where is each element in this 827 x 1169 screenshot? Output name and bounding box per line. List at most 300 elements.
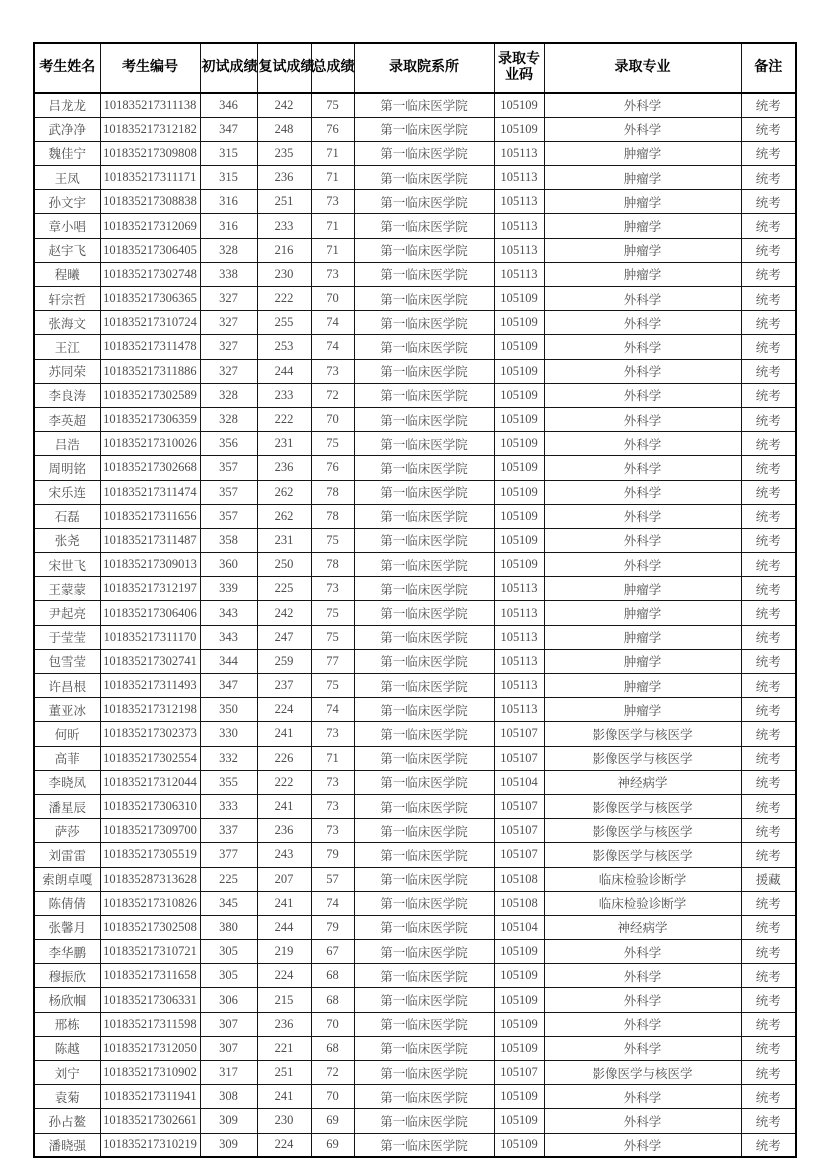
cell-name: 周明铭 <box>34 456 100 480</box>
cell-department: 第一临床医学院 <box>354 335 494 359</box>
cell-id: 101835217311487 <box>100 528 200 552</box>
cell-note: 统考 <box>741 504 796 528</box>
cell-note: 统考 <box>741 383 796 407</box>
cell-name: 宋世飞 <box>34 553 100 577</box>
table-row <box>34 988 796 1012</box>
table-header <box>34 43 796 93</box>
cell-total_score: 75 <box>311 93 354 117</box>
cell-retest_score: 231 <box>257 432 311 456</box>
cell-major: 外科学 <box>544 117 741 141</box>
cell-initial_score: 357 <box>200 456 257 480</box>
cell-initial_score: 360 <box>200 553 257 577</box>
cell-major: 外科学 <box>544 504 741 528</box>
cell-department: 第一临床医学院 <box>354 988 494 1012</box>
cell-major: 外科学 <box>544 359 741 383</box>
cell-retest_score: 237 <box>257 674 311 698</box>
cell-total_score: 68 <box>311 1036 354 1060</box>
cell-department: 第一临床医学院 <box>354 964 494 988</box>
cell-department: 第一临床医学院 <box>354 117 494 141</box>
cell-department: 第一临床医学院 <box>354 1061 494 1085</box>
cell-major_code: 105109 <box>494 432 544 456</box>
cell-total_score: 75 <box>311 674 354 698</box>
cell-major: 影像医学与核医学 <box>544 794 741 818</box>
cell-name: 武净净 <box>34 117 100 141</box>
cell-total_score: 74 <box>311 891 354 915</box>
cell-major_code: 105104 <box>494 915 544 939</box>
table-row <box>34 940 796 964</box>
cell-name: 魏佳宁 <box>34 141 100 165</box>
cell-id: 101835217312198 <box>100 698 200 722</box>
cell-total_score: 76 <box>311 456 354 480</box>
cell-department: 第一临床医学院 <box>354 577 494 601</box>
cell-initial_score: 307 <box>200 1012 257 1036</box>
cell-initial_score: 316 <box>200 190 257 214</box>
cell-department: 第一临床医学院 <box>354 214 494 238</box>
cell-major_code: 105113 <box>494 141 544 165</box>
cell-total_score: 74 <box>311 335 354 359</box>
cell-total_score: 78 <box>311 553 354 577</box>
cell-department: 第一临床医学院 <box>354 190 494 214</box>
cell-id: 101835217309808 <box>100 141 200 165</box>
cell-note: 统考 <box>741 480 796 504</box>
column-header-id: 考生编号 <box>100 43 200 93</box>
cell-major: 肿瘤学 <box>544 141 741 165</box>
cell-name: 袁菊 <box>34 1085 100 1109</box>
cell-retest_score: 247 <box>257 625 311 649</box>
cell-initial_score: 330 <box>200 722 257 746</box>
cell-major_code: 105113 <box>494 262 544 286</box>
cell-note: 统考 <box>741 141 796 165</box>
cell-retest_score: 226 <box>257 746 311 770</box>
cell-major: 外科学 <box>544 432 741 456</box>
cell-initial_score: 327 <box>200 311 257 335</box>
cell-major_code: 105107 <box>494 794 544 818</box>
table-row <box>34 214 796 238</box>
table-row <box>34 698 796 722</box>
cell-major_code: 105107 <box>494 746 544 770</box>
cell-note: 统考 <box>741 698 796 722</box>
cell-major: 肿瘤学 <box>544 625 741 649</box>
cell-name: 陈倩倩 <box>34 891 100 915</box>
cell-name: 程曦 <box>34 262 100 286</box>
cell-note: 统考 <box>741 93 796 117</box>
cell-department: 第一临床医学院 <box>354 262 494 286</box>
cell-department: 第一临床医学院 <box>354 794 494 818</box>
cell-major: 外科学 <box>544 988 741 1012</box>
cell-department: 第一临床医学院 <box>354 166 494 190</box>
cell-id: 101835217306365 <box>100 287 200 311</box>
cell-major_code: 105113 <box>494 625 544 649</box>
cell-retest_score: 248 <box>257 117 311 141</box>
cell-major_code: 105113 <box>494 214 544 238</box>
cell-name: 轩宗哲 <box>34 287 100 311</box>
cell-name: 潘晓强 <box>34 1133 100 1157</box>
cell-note: 统考 <box>741 843 796 867</box>
cell-initial_score: 308 <box>200 1085 257 1109</box>
cell-note: 统考 <box>741 746 796 770</box>
cell-initial_score: 225 <box>200 867 257 891</box>
cell-id: 101835217311656 <box>100 504 200 528</box>
cell-note: 统考 <box>741 819 796 843</box>
cell-name: 吕龙龙 <box>34 93 100 117</box>
cell-major_code: 105113 <box>494 238 544 262</box>
cell-major: 神经病学 <box>544 915 741 939</box>
cell-initial_score: 309 <box>200 1109 257 1133</box>
cell-major_code: 105108 <box>494 867 544 891</box>
cell-major: 肿瘤学 <box>544 214 741 238</box>
cell-major_code: 105107 <box>494 1061 544 1085</box>
cell-major: 外科学 <box>544 1133 741 1157</box>
cell-major: 肿瘤学 <box>544 262 741 286</box>
cell-total_score: 73 <box>311 770 354 794</box>
cell-major: 临床检验诊断学 <box>544 891 741 915</box>
cell-id: 101835217302589 <box>100 383 200 407</box>
table-row <box>34 262 796 286</box>
cell-total_score: 74 <box>311 311 354 335</box>
cell-department: 第一临床医学院 <box>354 722 494 746</box>
cell-retest_score: 241 <box>257 794 311 818</box>
table-row <box>34 625 796 649</box>
cell-id: 101835217310826 <box>100 891 200 915</box>
cell-note: 统考 <box>741 674 796 698</box>
cell-id: 101835217311658 <box>100 964 200 988</box>
cell-department: 第一临床医学院 <box>354 311 494 335</box>
cell-total_score: 70 <box>311 287 354 311</box>
cell-major_code: 105104 <box>494 770 544 794</box>
cell-retest_score: 235 <box>257 141 311 165</box>
cell-total_score: 71 <box>311 746 354 770</box>
cell-department: 第一临床医学院 <box>354 746 494 770</box>
cell-major_code: 105109 <box>494 1109 544 1133</box>
cell-id: 101835217310026 <box>100 432 200 456</box>
cell-major_code: 105113 <box>494 190 544 214</box>
cell-name: 陈越 <box>34 1036 100 1060</box>
cell-id: 101835217311886 <box>100 359 200 383</box>
cell-name: 王凤 <box>34 166 100 190</box>
cell-note: 统考 <box>741 649 796 673</box>
cell-major_code: 105107 <box>494 819 544 843</box>
cell-id: 101835217308838 <box>100 190 200 214</box>
cell-name: 包雪莹 <box>34 649 100 673</box>
cell-major_code: 105109 <box>494 383 544 407</box>
cell-department: 第一临床医学院 <box>354 287 494 311</box>
cell-note: 统考 <box>741 190 796 214</box>
cell-name: 穆振欣 <box>34 964 100 988</box>
cell-retest_score: 236 <box>257 1012 311 1036</box>
cell-department: 第一临床医学院 <box>354 1012 494 1036</box>
cell-id: 101835217311138 <box>100 93 200 117</box>
cell-department: 第一临床医学院 <box>354 383 494 407</box>
cell-retest_score: 216 <box>257 238 311 262</box>
cell-name: 王江 <box>34 335 100 359</box>
cell-name: 邢栋 <box>34 1012 100 1036</box>
cell-department: 第一临床医学院 <box>354 674 494 698</box>
cell-name: 董亚冰 <box>34 698 100 722</box>
cell-total_score: 69 <box>311 1133 354 1157</box>
cell-total_score: 67 <box>311 940 354 964</box>
cell-total_score: 73 <box>311 262 354 286</box>
cell-note: 统考 <box>741 335 796 359</box>
cell-total_score: 73 <box>311 794 354 818</box>
cell-note: 统考 <box>741 456 796 480</box>
table-row <box>34 746 796 770</box>
cell-id: 101835217310721 <box>100 940 200 964</box>
cell-initial_score: 327 <box>200 359 257 383</box>
cell-major_code: 105109 <box>494 1085 544 1109</box>
column-header-name: 考生姓名 <box>34 43 100 93</box>
cell-major_code: 105109 <box>494 335 544 359</box>
cell-note: 统考 <box>741 964 796 988</box>
cell-total_score: 73 <box>311 722 354 746</box>
table-row <box>34 964 796 988</box>
cell-major_code: 105113 <box>494 577 544 601</box>
cell-name: 苏同荣 <box>34 359 100 383</box>
cell-department: 第一临床医学院 <box>354 867 494 891</box>
table-row <box>34 480 796 504</box>
cell-major: 外科学 <box>544 964 741 988</box>
table-row <box>34 287 796 311</box>
cell-initial_score: 346 <box>200 93 257 117</box>
table-row <box>34 1133 796 1157</box>
cell-retest_score: 262 <box>257 504 311 528</box>
table-row <box>34 311 796 335</box>
cell-note: 统考 <box>741 988 796 1012</box>
cell-retest_score: 250 <box>257 553 311 577</box>
cell-major_code: 105109 <box>494 287 544 311</box>
cell-retest_score: 207 <box>257 867 311 891</box>
cell-total_score: 71 <box>311 238 354 262</box>
table-row <box>34 553 796 577</box>
cell-note: 统考 <box>741 1085 796 1109</box>
cell-initial_score: 305 <box>200 940 257 964</box>
cell-name: 索朗卓嘎 <box>34 867 100 891</box>
cell-major: 外科学 <box>544 1085 741 1109</box>
cell-major_code: 105109 <box>494 117 544 141</box>
cell-major: 外科学 <box>544 553 741 577</box>
cell-initial_score: 356 <box>200 432 257 456</box>
cell-total_score: 78 <box>311 480 354 504</box>
cell-total_score: 79 <box>311 843 354 867</box>
cell-initial_score: 316 <box>200 214 257 238</box>
cell-note: 统考 <box>741 577 796 601</box>
cell-major: 临床检验诊断学 <box>544 867 741 891</box>
cell-department: 第一临床医学院 <box>354 891 494 915</box>
cell-total_score: 57 <box>311 867 354 891</box>
cell-id: 101835217305519 <box>100 843 200 867</box>
cell-initial_score: 328 <box>200 407 257 431</box>
cell-initial_score: 307 <box>200 1036 257 1060</box>
cell-major: 外科学 <box>544 407 741 431</box>
cell-name: 李良涛 <box>34 383 100 407</box>
cell-major_code: 105109 <box>494 1036 544 1060</box>
cell-retest_score: 241 <box>257 722 311 746</box>
table-row <box>34 1012 796 1036</box>
cell-department: 第一临床医学院 <box>354 1109 494 1133</box>
cell-name: 李晓凤 <box>34 770 100 794</box>
cell-total_score: 70 <box>311 1085 354 1109</box>
cell-major: 肿瘤学 <box>544 674 741 698</box>
cell-note: 统考 <box>741 287 796 311</box>
cell-retest_score: 241 <box>257 891 311 915</box>
cell-department: 第一临床医学院 <box>354 528 494 552</box>
cell-note: 统考 <box>741 770 796 794</box>
cell-initial_score: 315 <box>200 166 257 190</box>
cell-id: 101835217311493 <box>100 674 200 698</box>
cell-major: 肿瘤学 <box>544 649 741 673</box>
cell-retest_score: 222 <box>257 287 311 311</box>
table-row <box>34 601 796 625</box>
cell-major_code: 105113 <box>494 649 544 673</box>
admission-table <box>33 42 797 1158</box>
cell-department: 第一临床医学院 <box>354 238 494 262</box>
cell-department: 第一临床医学院 <box>354 93 494 117</box>
cell-id: 101835217302748 <box>100 262 200 286</box>
cell-retest_score: 215 <box>257 988 311 1012</box>
cell-initial_score: 344 <box>200 649 257 673</box>
cell-major: 外科学 <box>544 311 741 335</box>
cell-name: 刘宁 <box>34 1061 100 1085</box>
cell-major_code: 105113 <box>494 166 544 190</box>
cell-major_code: 105109 <box>494 1012 544 1036</box>
table-row <box>34 335 796 359</box>
cell-initial_score: 332 <box>200 746 257 770</box>
cell-name: 杨欣帼 <box>34 988 100 1012</box>
header-row <box>34 43 796 93</box>
cell-id: 101835217306310 <box>100 794 200 818</box>
cell-name: 张尧 <box>34 528 100 552</box>
cell-id: 101835217302508 <box>100 915 200 939</box>
cell-retest_score: 251 <box>257 1061 311 1085</box>
cell-major: 肿瘤学 <box>544 166 741 190</box>
cell-initial_score: 358 <box>200 528 257 552</box>
cell-id: 101835217306331 <box>100 988 200 1012</box>
table-row <box>34 93 796 117</box>
cell-id: 101835217302741 <box>100 649 200 673</box>
cell-major_code: 105107 <box>494 843 544 867</box>
cell-id: 101835217312044 <box>100 770 200 794</box>
cell-department: 第一临床医学院 <box>354 407 494 431</box>
cell-id: 101835217312197 <box>100 577 200 601</box>
cell-major: 影像医学与核医学 <box>544 1061 741 1085</box>
cell-department: 第一临床医学院 <box>354 456 494 480</box>
cell-major: 影像医学与核医学 <box>544 843 741 867</box>
cell-id: 101835217310902 <box>100 1061 200 1085</box>
cell-major: 影像医学与核医学 <box>544 722 741 746</box>
cell-id: 101835217309700 <box>100 819 200 843</box>
cell-major: 外科学 <box>544 480 741 504</box>
table-row <box>34 359 796 383</box>
cell-major: 外科学 <box>544 1012 741 1036</box>
table-row <box>34 1085 796 1109</box>
cell-major_code: 105109 <box>494 1133 544 1157</box>
cell-name: 吕浩 <box>34 432 100 456</box>
cell-major_code: 105109 <box>494 988 544 1012</box>
cell-initial_score: 328 <box>200 383 257 407</box>
cell-name: 赵宇飞 <box>34 238 100 262</box>
cell-note: 统考 <box>741 891 796 915</box>
cell-total_score: 71 <box>311 166 354 190</box>
cell-initial_score: 337 <box>200 819 257 843</box>
cell-retest_score: 242 <box>257 601 311 625</box>
table-row <box>34 1036 796 1060</box>
cell-note: 统考 <box>741 1012 796 1036</box>
cell-department: 第一临床医学院 <box>354 480 494 504</box>
table-row <box>34 1061 796 1085</box>
cell-retest_score: 236 <box>257 166 311 190</box>
cell-retest_score: 236 <box>257 456 311 480</box>
cell-major_code: 105109 <box>494 480 544 504</box>
cell-initial_score: 343 <box>200 601 257 625</box>
cell-retest_score: 224 <box>257 698 311 722</box>
cell-note: 统考 <box>741 214 796 238</box>
cell-initial_score: 357 <box>200 504 257 528</box>
cell-note: 统考 <box>741 166 796 190</box>
column-header-total_score: 总成绩 <box>311 43 354 93</box>
cell-name: 于莹莹 <box>34 625 100 649</box>
cell-note: 统考 <box>741 915 796 939</box>
cell-total_score: 73 <box>311 359 354 383</box>
cell-major_code: 105109 <box>494 359 544 383</box>
cell-department: 第一临床医学院 <box>354 770 494 794</box>
cell-name: 李英超 <box>34 407 100 431</box>
cell-initial_score: 380 <box>200 915 257 939</box>
cell-id: 101835217311171 <box>100 166 200 190</box>
table-row <box>34 915 796 939</box>
cell-note: 统考 <box>741 940 796 964</box>
cell-major_code: 105109 <box>494 504 544 528</box>
cell-initial_score: 343 <box>200 625 257 649</box>
cell-note: 统考 <box>741 722 796 746</box>
cell-name: 张馨月 <box>34 915 100 939</box>
cell-note: 统考 <box>741 407 796 431</box>
cell-total_score: 76 <box>311 117 354 141</box>
cell-name: 孙文宇 <box>34 190 100 214</box>
cell-name: 许昌根 <box>34 674 100 698</box>
cell-retest_score: 231 <box>257 528 311 552</box>
cell-total_score: 75 <box>311 601 354 625</box>
cell-total_score: 68 <box>311 988 354 1012</box>
cell-name: 章小唱 <box>34 214 100 238</box>
cell-department: 第一临床医学院 <box>354 698 494 722</box>
cell-retest_score: 222 <box>257 770 311 794</box>
table-row <box>34 504 796 528</box>
cell-department: 第一临床医学院 <box>354 432 494 456</box>
cell-retest_score: 230 <box>257 262 311 286</box>
cell-initial_score: 355 <box>200 770 257 794</box>
cell-id: 101835217309013 <box>100 553 200 577</box>
cell-name: 刘雷雷 <box>34 843 100 867</box>
cell-major: 外科学 <box>544 940 741 964</box>
cell-initial_score: 339 <box>200 577 257 601</box>
table-row <box>34 117 796 141</box>
cell-retest_score: 233 <box>257 383 311 407</box>
cell-note: 统考 <box>741 432 796 456</box>
cell-major: 外科学 <box>544 287 741 311</box>
cell-total_score: 75 <box>311 528 354 552</box>
cell-retest_score: 244 <box>257 915 311 939</box>
cell-id: 101835217311941 <box>100 1085 200 1109</box>
cell-department: 第一临床医学院 <box>354 141 494 165</box>
cell-note: 统考 <box>741 528 796 552</box>
cell-major: 外科学 <box>544 93 741 117</box>
cell-initial_score: 315 <box>200 141 257 165</box>
cell-retest_score: 251 <box>257 190 311 214</box>
cell-major: 影像医学与核医学 <box>544 819 741 843</box>
cell-initial_score: 347 <box>200 674 257 698</box>
cell-note: 统考 <box>741 601 796 625</box>
cell-department: 第一临床医学院 <box>354 504 494 528</box>
cell-total_score: 69 <box>311 1109 354 1133</box>
